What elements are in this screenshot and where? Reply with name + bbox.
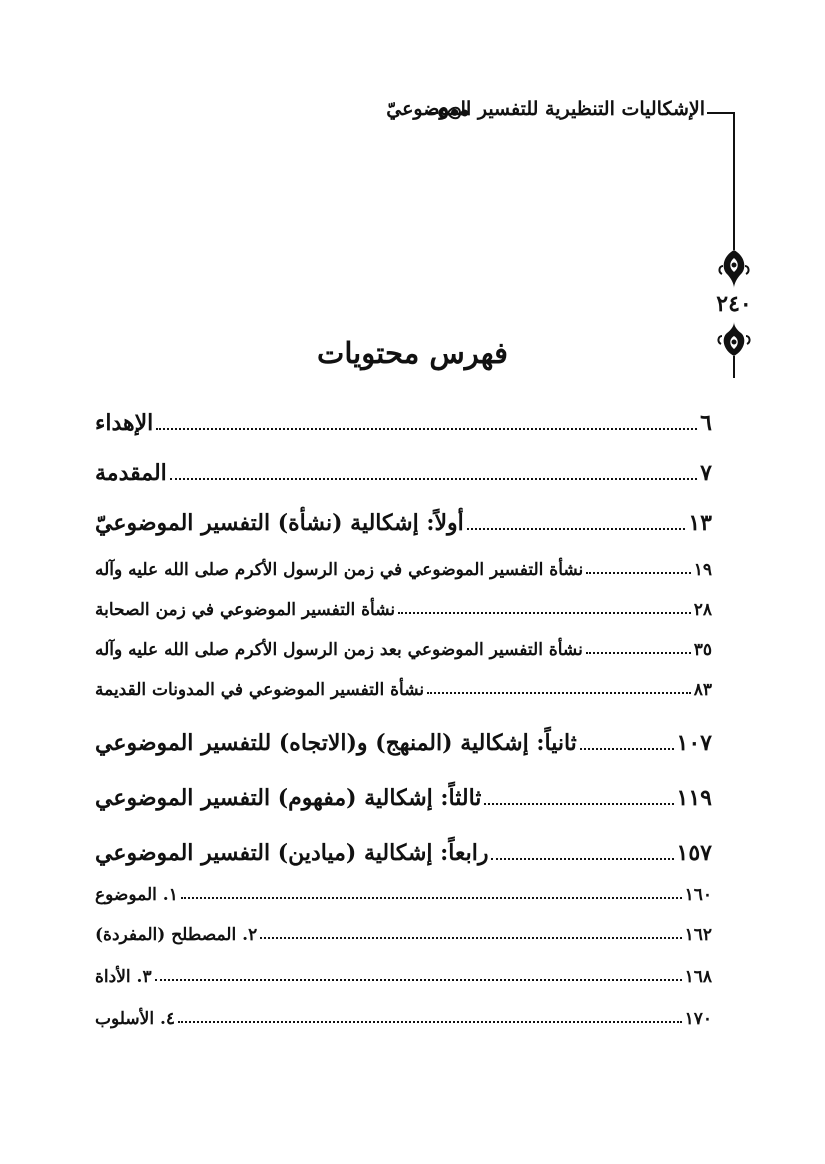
toc-entry-label: الإهداء <box>95 410 154 436</box>
toc-entry[interactable] <box>95 730 712 756</box>
toc-entry[interactable] <box>95 967 712 987</box>
toc-entry-page: ١٩ <box>693 560 712 580</box>
toc-entry-label: ٣. الأداة <box>95 967 152 987</box>
toc-entry-page: ٢٨ <box>693 600 712 620</box>
toc-entry-label: رابعاً: إشكالية (ميادين) التفسير الموضوعي <box>95 840 489 866</box>
toc-entry-label: نشأة التفسير الموضوعي في زمن الصحابة <box>95 600 396 620</box>
dot-leader <box>467 528 686 530</box>
toc-entry-page: ٧ <box>700 460 712 486</box>
dot-leader <box>491 858 673 860</box>
toc-entry-label: المقدمة <box>95 460 167 486</box>
dot-leader <box>260 937 681 939</box>
margin-rule <box>733 112 735 242</box>
toc-entry-label: ٤. الأسلوب <box>95 1009 176 1029</box>
running-header <box>386 98 735 134</box>
dot-leader <box>178 1021 682 1023</box>
toc-entry-page: ١٦٢ <box>684 925 712 945</box>
ornament-icon <box>717 242 751 290</box>
toc-entry[interactable] <box>95 840 712 866</box>
toc-entry-label: ١. الموضوع <box>95 885 178 905</box>
dot-leader <box>181 897 682 899</box>
dot-leader <box>580 748 674 750</box>
toc-entry-label: نشأة التفسير الموضوعي في زمن الرسول الأكرم صلى الله عليه وآله <box>95 560 584 580</box>
dot-leader <box>155 979 682 981</box>
toc-entry-label: أولاً: إشكالية (نشأة) التفسير الموضوعيّ <box>95 510 464 536</box>
toc-entry-label: ثالثاً: إشكالية (مفهوم) التفسير الموضوعي <box>95 785 482 811</box>
toc-entry-label: ثانياً: إشكالية (المنهج) و(الاتجاه) للتفسير الموضوعي <box>95 730 577 756</box>
dot-leader <box>484 803 673 805</box>
toc-entry[interactable] <box>95 560 712 580</box>
dot-leader <box>586 572 690 574</box>
header-rule <box>707 112 735 114</box>
dot-leader <box>398 612 691 614</box>
toc-entry[interactable] <box>95 925 712 945</box>
toc-entry-label: ٢. المصطلح (المفردة) <box>95 925 258 945</box>
toc-entry[interactable] <box>95 885 712 905</box>
toc-entry[interactable] <box>95 640 712 660</box>
toc-entry[interactable] <box>95 600 712 620</box>
toc-entry-label: نشأة التفسير الموضوعي بعد زمن الرسول الأكرم صلى الله عليه وآله <box>95 640 583 660</box>
dot-leader <box>156 428 697 430</box>
toc-entry-page: ١٦٨ <box>684 967 712 987</box>
toc-entry[interactable] <box>95 460 712 486</box>
toc-entry[interactable] <box>95 1009 712 1029</box>
dot-leader <box>427 692 691 694</box>
toc-entry[interactable] <box>95 680 712 700</box>
toc-entry-page: ١٦٠ <box>684 885 712 905</box>
toc-entry[interactable] <box>95 510 712 536</box>
toc-entry[interactable] <box>95 410 712 436</box>
toc-entry-page: ١١٩ <box>676 785 712 811</box>
dot-leader <box>170 478 697 480</box>
toc-entry-page: ١٥٧ <box>676 840 712 866</box>
toc-entry-page: ١٧٠ <box>684 1009 712 1029</box>
toc-entry-page: ١٠٧ <box>676 730 712 756</box>
toc-entry[interactable] <box>95 785 712 811</box>
page-number: ٢٤٠ <box>716 291 752 317</box>
toc-entry-page: ٣٥ <box>693 640 712 660</box>
toc-entry-page: ٨٣ <box>693 680 712 700</box>
header-title: الإشكاليات التنظيرية للتفسير الموضوعيّ <box>386 98 705 120</box>
toc-entry-label: نشأة التفسير الموضوعي في المدونات القديمة <box>95 680 425 700</box>
toc-entry-page: ٦ <box>700 410 712 436</box>
dot-leader <box>586 652 691 654</box>
toc-entry-page: ١٣ <box>688 510 712 536</box>
toc-title: فهرس محتويات <box>317 336 508 370</box>
